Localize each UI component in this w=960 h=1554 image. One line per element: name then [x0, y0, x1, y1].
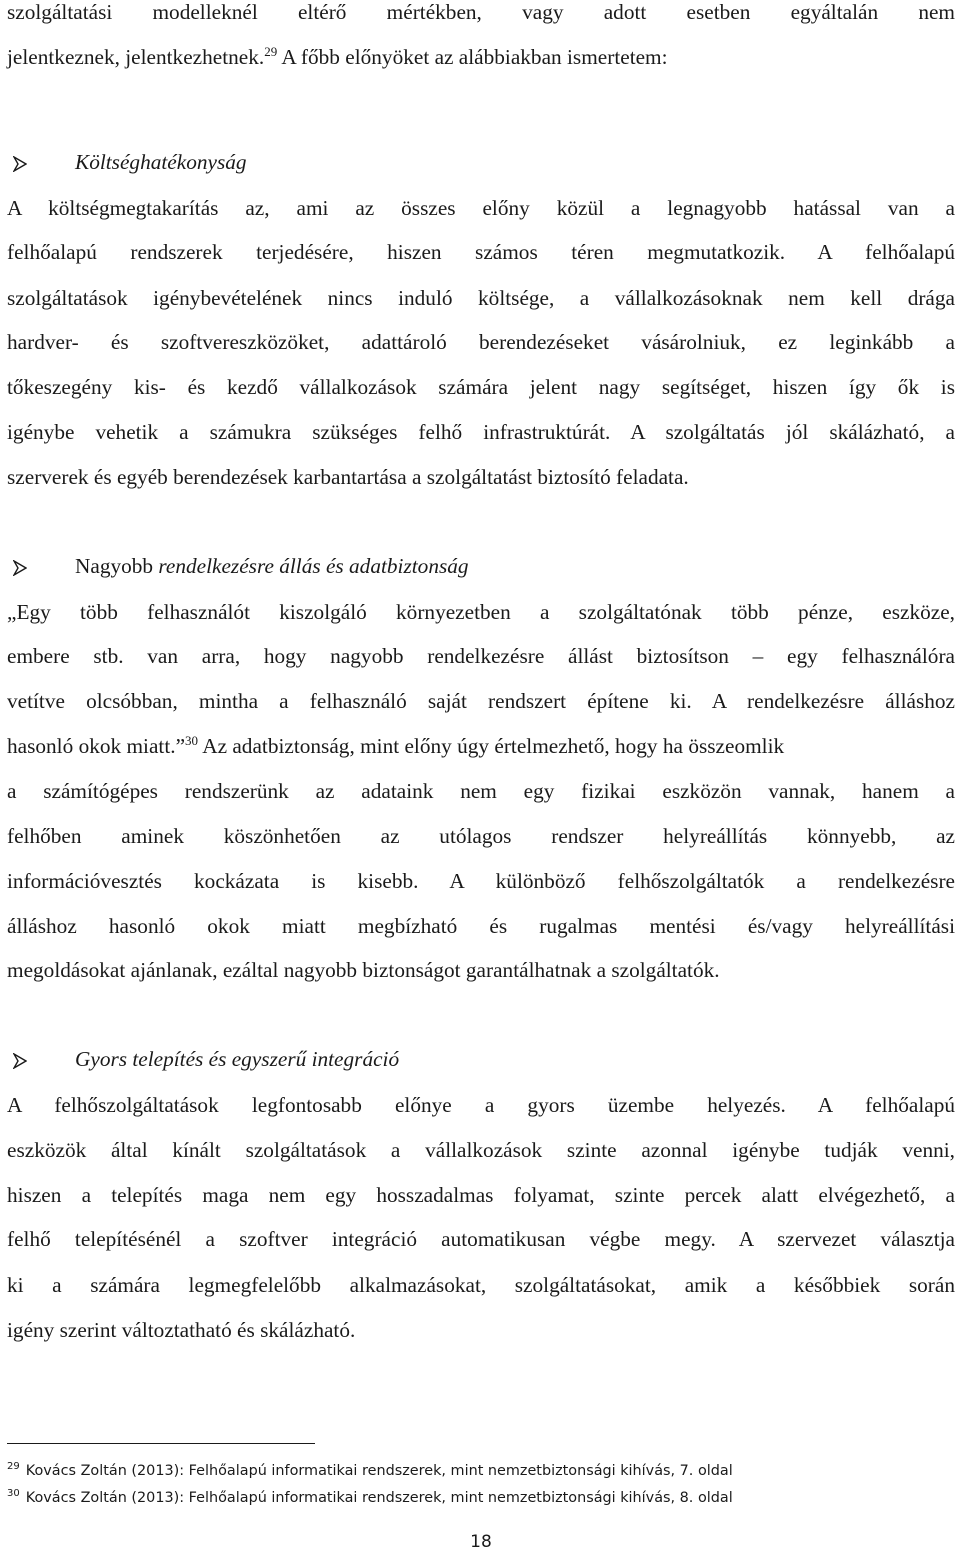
body-line: embere stb. van arra, hogy nagyobb rendelkezésre állást biztosítson – egy felhasználóra: [7, 644, 955, 668]
body-line: szolgáltatások igénybevételének nincs induló költsége, a vállalkozásoknak nem kell drága: [7, 286, 955, 310]
footnote: [7, 1487, 733, 1509]
footnote-ref: 29: [264, 44, 278, 59]
footnote-text: Kovács Zoltán (2013): Felhőalapú informatikai rendszerek, mint nemzetbiztonsági kihívás, 8. oldal: [25, 1490, 733, 1506]
body-line: hiszen a telepítés maga nem egy hosszadalmas folyamat, szinte percek alatt elvégezhető, a: [7, 1183, 955, 1207]
section-heading: [7, 147, 955, 177]
body-line: szolgáltatási modelleknél eltérő mértékben, vagy adott esetben egyáltalán nem: [7, 0, 955, 24]
body-line: vetítve olcsóbban, mintha a felhasználó saját rendszert építene ki. A rendelkezésre álláshoz: [7, 689, 955, 713]
body-line: igénybe vehetik a számukra szükséges felhő infrastruktúrát. A szolgáltatás jól skálázható, a: [7, 420, 955, 444]
body-line: a számítógépes rendszerünk az adataink nem egy fizikai eszközön vannak, hanem a: [7, 779, 955, 803]
section-heading: [7, 1044, 955, 1074]
body-line: felhőalapú rendszerek terjedésére, hiszen számos téren megmutatkozik. A felhőalapú: [7, 240, 955, 264]
body-line: megoldásokat ajánlanak, ezáltal nagyobb biztonságot garantálhatnak a szolgáltatók.: [7, 958, 720, 982]
arrowhead-bullet-icon: [7, 1044, 75, 1074]
arrowhead-bullet-icon: [7, 147, 75, 177]
section-heading: [7, 551, 955, 581]
footnote-number: 30: [7, 1488, 20, 1499]
body-line: tőkeszegény kis- és kezdő vállalkozások számára jelent nagy segítséget, hiszen így ők is: [7, 375, 955, 399]
footnote: [7, 1460, 733, 1482]
heading-text: Költséghatékonyság: [75, 150, 247, 174]
body-line: szerverek és egyéb berendezések karbantartása a szolgáltatást biztosító feladata.: [7, 465, 689, 489]
body-line: jelentkeznek, jelentkezhetnek.$^{29}$ A főbb előnyöket az alábbiakban ismertetem:: [7, 44, 668, 69]
heading-text: Gyors telepítés és egyszerű integráció: [75, 1047, 400, 1071]
footnote-number: 29: [7, 1461, 20, 1472]
heading-text: Nagyobb: [75, 554, 159, 578]
footnote-separator: [7, 1443, 315, 1444]
heading-text: rendelkezésre állás és adatbiztonság: [158, 554, 469, 578]
arrowhead-bullet-icon: [7, 551, 75, 581]
body-line: eszközök által kínált szolgáltatások a vállalkozások szinte azonnal igénybe tudják venni,: [7, 1138, 955, 1162]
body-line: álláshoz hasonló okok miatt megbízható és rugalmas mentési és/vagy helyreállítási: [7, 914, 955, 938]
body-line: igény szerint változtatható és skálázható.: [7, 1318, 356, 1342]
body-line: információvesztés kockázata is kisebb. A különböző felhőszolgáltatók a rendelkezésre: [7, 869, 955, 893]
body-line: felhőben aminek köszönhetően az utólagos rendszer helyreállítás könnyebb, az: [7, 824, 955, 848]
body-line: A költségmegtakarítás az, ami az összes előny közül a legnagyobb hatással van a: [7, 196, 955, 220]
page-number: 18: [470, 1532, 492, 1552]
footnote-ref: 30: [185, 733, 199, 748]
footnote-text: Kovács Zoltán (2013): Felhőalapú informatikai rendszerek, mint nemzetbiztonsági kihívás, 7. oldal: [25, 1463, 733, 1479]
body-line: hasonló okok miatt.”$^{30}$ Az adatbiztonság, mint előny úgy értelmezhető, hogy ha összeomlik: [7, 733, 785, 758]
body-line: hardver- és szoftvereszközöket, adattároló berendezéseket vásárolniuk, ez leginkább a: [7, 330, 955, 354]
body-line: ki a számára legmegfelelőbb alkalmazásokat, szolgáltatásokat, amik a későbbiek során: [7, 1273, 955, 1297]
body-line: „Egy több felhasználót kiszolgáló környezetben a szolgáltatónak több pénze, eszköze,: [7, 600, 955, 624]
body-line: A felhőszolgáltatások legfontosabb előnye a gyors üzembe helyezés. A felhőalapú: [7, 1093, 955, 1117]
body-line: felhő telepítésénél a szoftver integráció automatikusan végbe megy. A szervezet választja: [7, 1227, 955, 1251]
